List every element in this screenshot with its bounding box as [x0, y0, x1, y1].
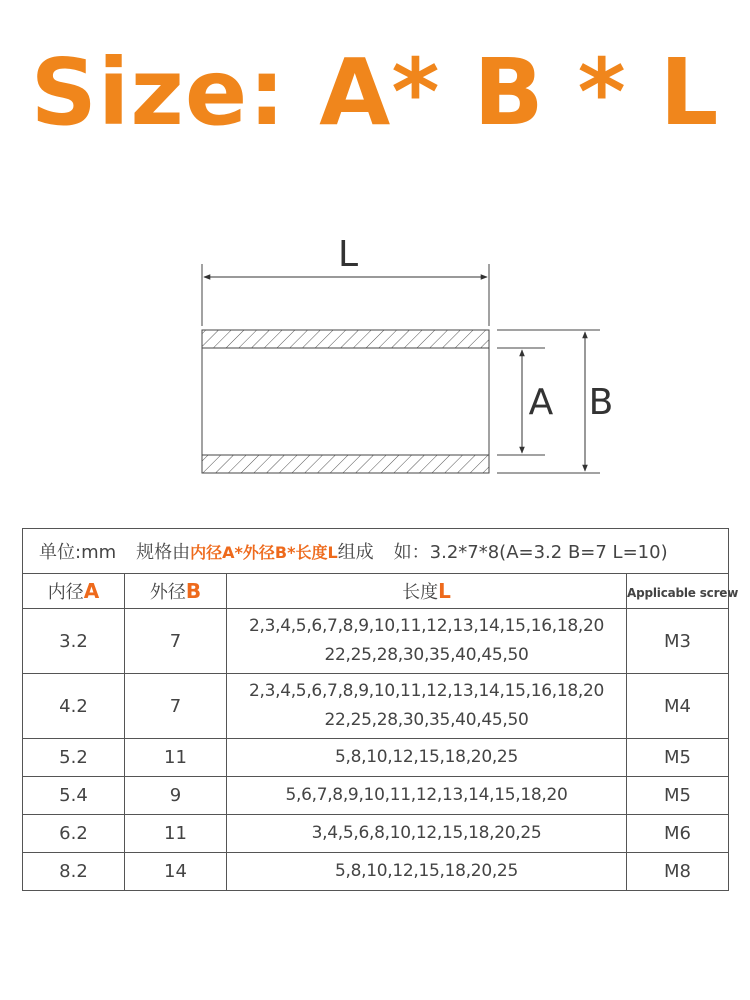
header-outer	[125, 574, 227, 609]
cell-screw: M5	[627, 739, 729, 777]
length-line-1: 2,3,4,5,6,7,8,9,10,11,12,13,14,15,16,18,20	[248, 616, 605, 636]
cell-screw: M5	[627, 777, 729, 815]
table-row	[23, 815, 729, 853]
spacer-dimension-diagram	[0, 230, 750, 490]
info-row	[23, 529, 729, 574]
cell-screw: M8	[627, 853, 729, 891]
cell-inner: 3.2	[23, 609, 125, 674]
spacer-section	[202, 330, 489, 473]
inner-diameter-dimension	[497, 348, 554, 455]
cell-outer: 11	[125, 815, 227, 853]
cell-length	[227, 777, 627, 815]
page-title: Size: A* B * L	[30, 39, 720, 146]
cell-inner: 5.4	[23, 777, 125, 815]
header-length	[227, 574, 627, 609]
spec-suffix: 组成	[337, 542, 374, 563]
table-row	[23, 609, 729, 674]
cell-screw: M4	[627, 674, 729, 739]
label-b: B	[588, 382, 614, 423]
cell-length	[227, 815, 627, 853]
length-line-1: 5,8,10,12,15,18,20,25	[335, 747, 518, 767]
label-a: A	[528, 382, 554, 423]
cell-inner: 5.2	[23, 739, 125, 777]
table-row	[23, 777, 729, 815]
cell-screw: M3	[627, 609, 729, 674]
header-row	[23, 574, 729, 609]
length-line-1: 2,3,4,5,6,7,8,9,10,11,12,13,14,15,16,18,20	[248, 681, 605, 701]
info-cell	[23, 529, 729, 574]
spec-bold: 内径A*外径B*长度L	[190, 543, 338, 562]
length-dimension	[202, 234, 489, 326]
cell-length	[227, 739, 627, 777]
cell-inner: 6.2	[23, 815, 125, 853]
cell-length	[227, 853, 627, 891]
length-line-2: 22,25,28,30,35,40,45,50	[324, 645, 529, 665]
cell-outer: 7	[125, 674, 227, 739]
example-text: 如：3.2*7*8(A=3.2 B=7 L=10)	[393, 542, 668, 563]
cell-outer: 11	[125, 739, 227, 777]
header-outer-letter: B	[185, 579, 202, 603]
length-line-2: 22,25,28,30,35,40,45,50	[324, 710, 529, 730]
table-row	[23, 853, 729, 891]
table-row	[23, 739, 729, 777]
spec-table	[22, 528, 739, 891]
unit-text: 单位:mm	[39, 542, 117, 563]
header-length-letter: L	[438, 579, 451, 603]
cell-outer: 9	[125, 777, 227, 815]
cell-screw: M6	[627, 815, 729, 853]
cell-inner: 8.2	[23, 853, 125, 891]
cell-length	[227, 609, 627, 674]
length-line-1: 5,8,10,12,15,18,20,25	[335, 861, 518, 881]
header-outer-text: 外径	[149, 582, 186, 603]
length-line-1: 3,4,5,6,8,10,12,15,18,20,25	[311, 823, 542, 843]
header-screw-text: Applicable screw	[627, 585, 739, 600]
label-l: L	[337, 234, 359, 275]
table-row	[23, 674, 729, 739]
cell-length	[227, 674, 627, 739]
length-line-1: 5,6,7,8,9,10,11,12,13,14,15,18,20	[285, 785, 568, 805]
header-inner-text: 内径	[47, 582, 84, 603]
spec-prefix: 规格由	[136, 542, 191, 563]
outer-diameter-dimension	[497, 330, 613, 473]
header-length-text: 长度	[402, 582, 439, 603]
cell-outer: 7	[125, 609, 227, 674]
header-inner-letter: A	[83, 579, 100, 603]
header-screw	[627, 574, 739, 609]
cell-inner: 4.2	[23, 674, 125, 739]
cell-outer: 14	[125, 853, 227, 891]
header-inner	[23, 574, 125, 609]
